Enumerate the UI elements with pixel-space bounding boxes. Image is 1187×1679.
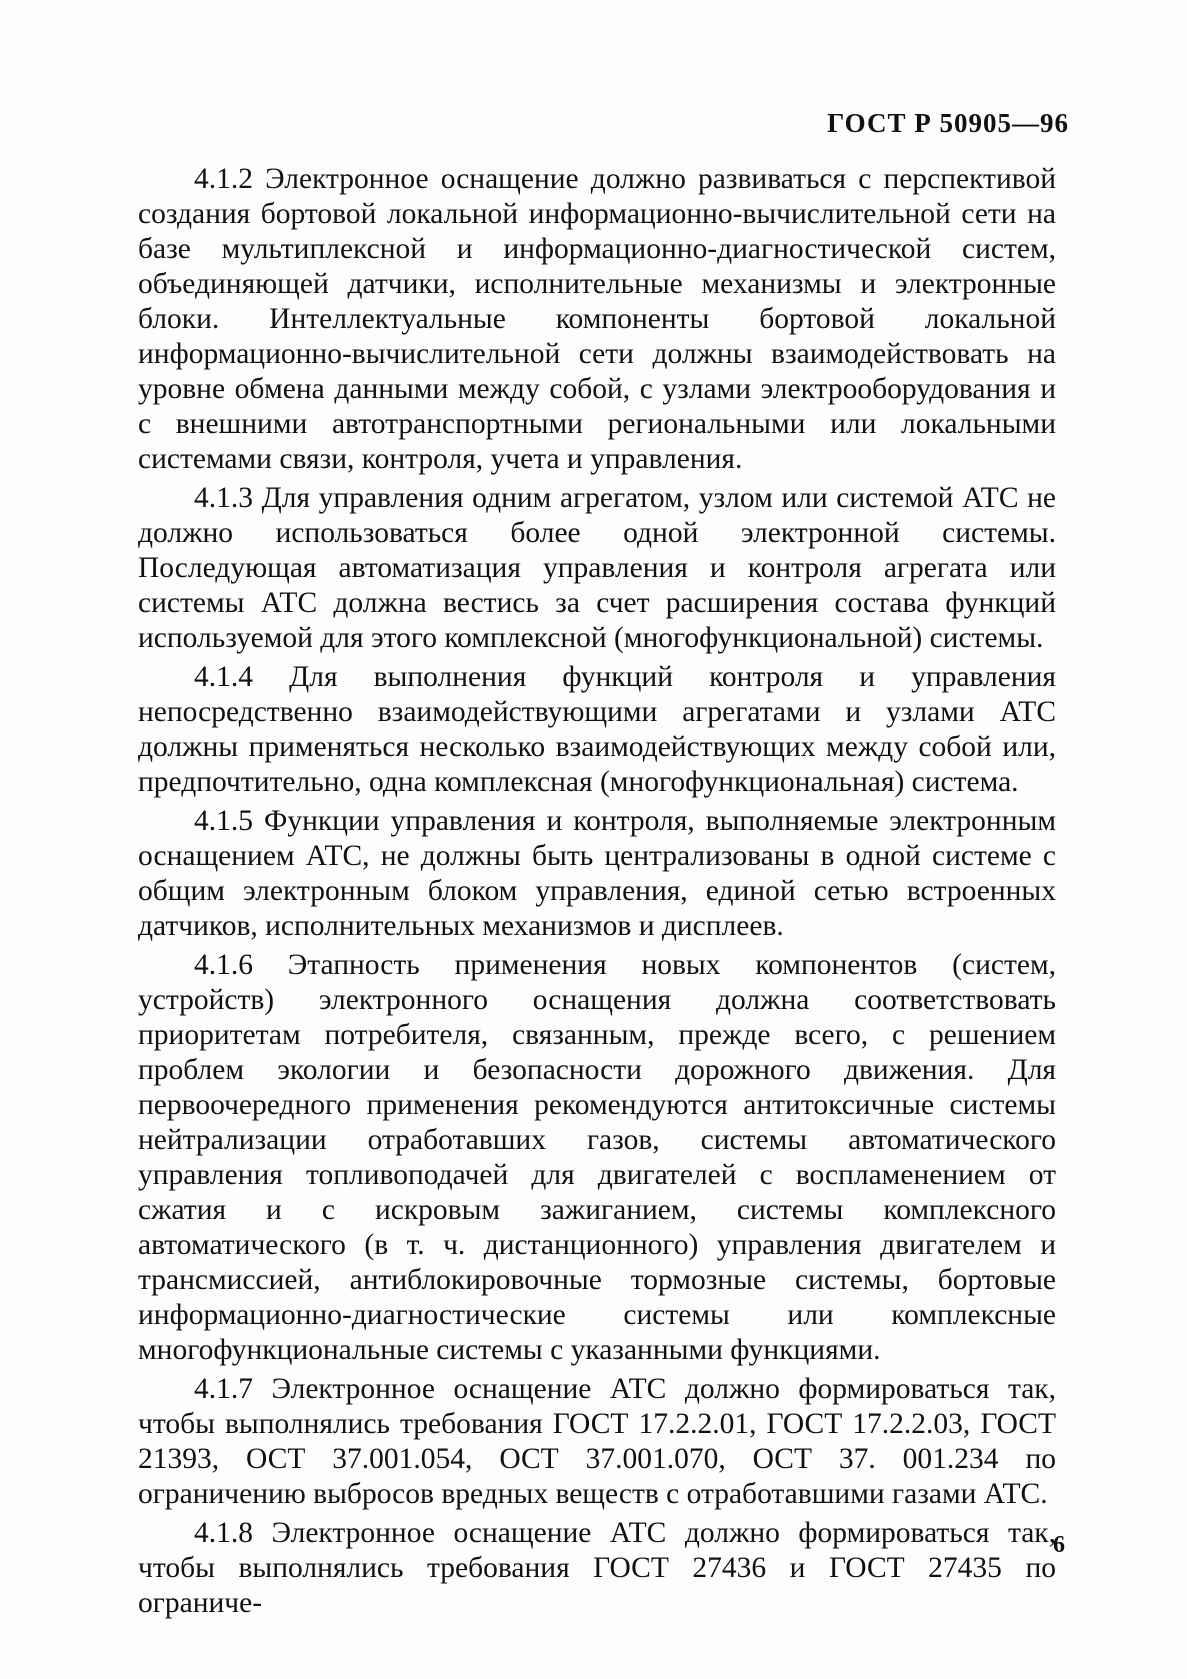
- paragraph-4-1-6: 4.1.6 Этапность применения новых компонентов (систем, устройств) электронного оснащения должна соответствовать приоритетам потребителя, связанным, прежде всего, с решением проблем экологии и безопасности дорожного движения. Для первоочередного применения рекомендуются антитоксичные системы нейтрализации отработавших газов, системы автоматического управления топливоподачей для двигателей с воспламенением от сжатия и с искровым зажиганием, системы комплексного автоматического (в т. ч. дистанционного) управления двигателем и трансмиссией, антиблокировочные тормозные системы, бортовые информационно-диагностические системы или комплексные многофункциональные системы с указанными функциями.: [138, 949, 1056, 1366]
- paragraph-4-1-8: 4.1.8 Электронное оснащение АТС должно формироваться так, чтобы выполнялись требования ГОСТ 27436 и ГОСТ 27435 по ограниче-: [138, 1517, 1056, 1619]
- paragraph-4-1-2: 4.1.2 Электронное оснащение должно развиваться с перспективой создания бортовой локальной информационно-вычислительной сети на базе мультиплексной и информационно-диагностической систем, объединяющей датчики, исполнительные механизмы и электронные блоки. Интеллектуальные компоненты бортовой локальной информационно-вычислительной сети должны взаимодействовать на уровне обмена данными между собой, с узлами электрооборудования и с внешними автотранспортными региональными или локальными системами связи, контроля, учета и управления.: [138, 163, 1056, 475]
- paragraph-4-1-3: 4.1.3 Для управления одним агрегатом, узлом или системой АТС не должно использоваться более одной электронной системы. Последующая автоматизация управления и контроля агрегата или системы АТС должна вестись за счет расширения состава функций используемой для этого комплексной (многофункциональной) системы.: [138, 482, 1056, 654]
- document-header-code: ГОСТ Р 50905—96: [827, 108, 1069, 138]
- paragraph-4-1-7: 4.1.7 Электронное оснащение АТС должно формироваться так, чтобы выполнялись требования ГОСТ 17.2.2.01, ГОСТ 17.2.2.03, ГОСТ 21393, ОСТ 37.001.054, ОСТ 37.001.070, ОСТ 37. 001.234 по ограничению выбросов вредных веществ с отработавшими газами АТС.: [138, 1373, 1056, 1510]
- document-body: [138, 162, 1056, 1625]
- page-number: 6: [1053, 1532, 1065, 1558]
- paragraph-4-1-5: 4.1.5 Функции управления и контроля, выполняемые электронным оснащением АТС, не должны быть централизованы в одной системе с общим электронным блоком управления, единой сетью встроенных датчиков, исполнительных механизмов и дисплеев.: [138, 805, 1056, 942]
- paragraph-4-1-4: 4.1.4 Для выполнения функций контроля и управления непосредственно взаимодействующими агрегатами и узлами АТС должны применяться несколько взаимодействующих между собой или, предпочтительно, одна комплексная (многофункциональная) система.: [138, 661, 1056, 798]
